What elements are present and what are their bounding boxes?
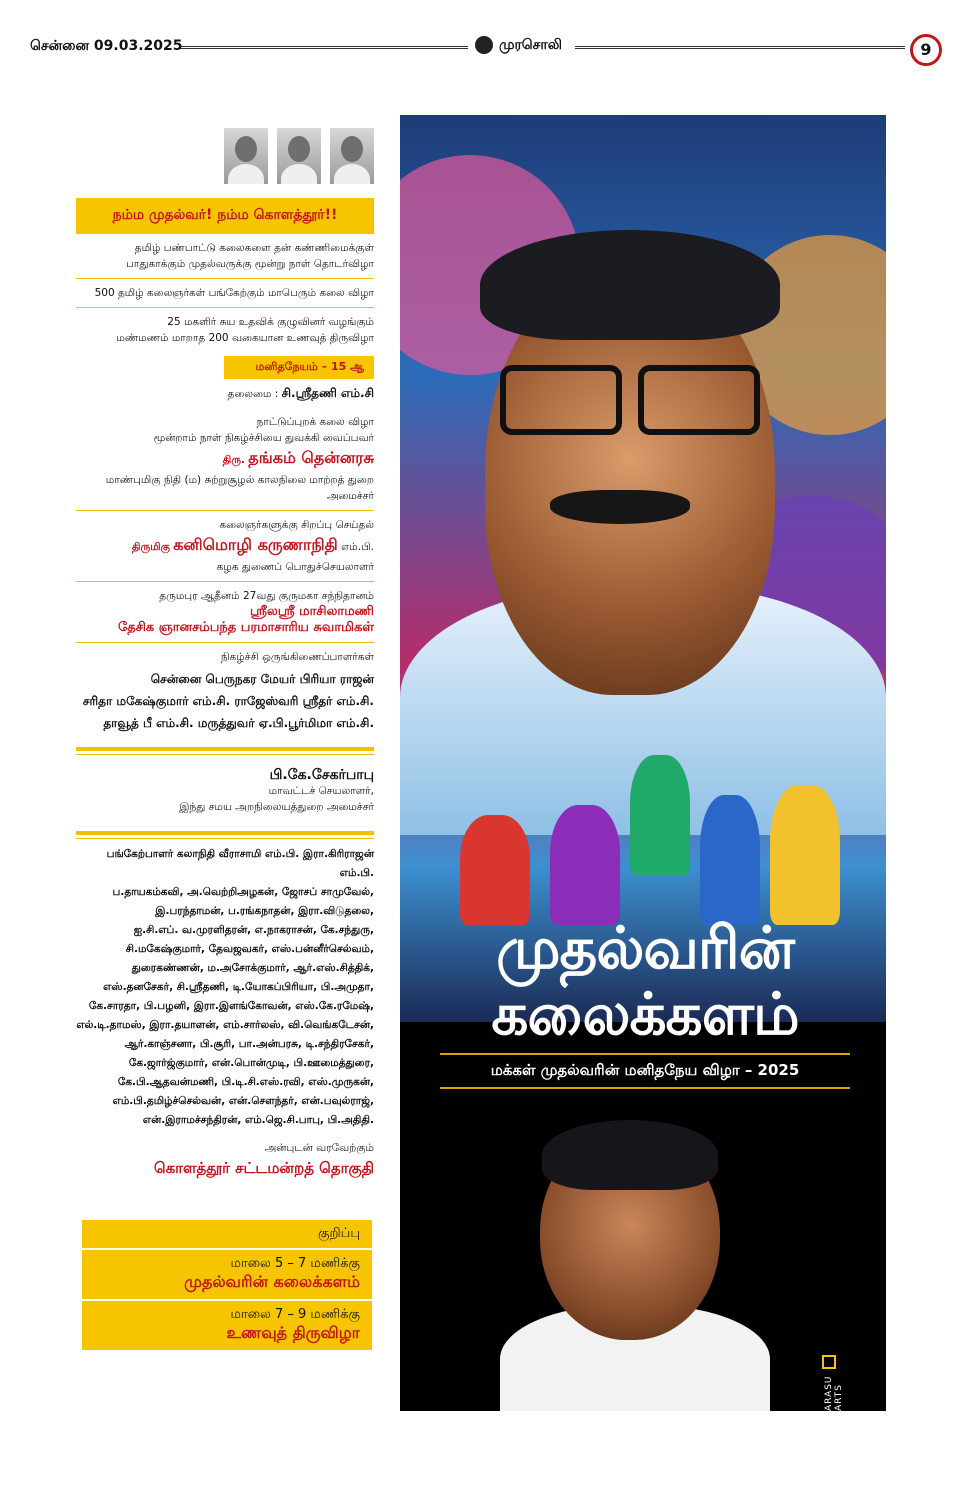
host-role-1: மாவட்டச் செயலாளர், bbox=[268, 785, 374, 797]
welcome-line: அன்புடன் வரவேற்கும் bbox=[264, 1142, 374, 1154]
masthead bbox=[30, 34, 942, 60]
honor-block bbox=[76, 511, 374, 582]
food-line-2: மண்மணம் மாறாத 200 வகையான உணவுத் திருவிழா bbox=[116, 332, 374, 344]
coordinators-label: நிகழ்ச்சி ஒருங்கிணைப்பாளர்கள் bbox=[220, 651, 374, 663]
host-role-2: இந்து சமய அறநிலையத்துறை அமைச்சர் bbox=[179, 801, 374, 813]
food-line-1: 25 மகளிர் சுய உதவிக் குழுவினர் வழங்கும் bbox=[167, 316, 374, 328]
poster-subtitle: மக்கள் முதல்வரின் மனிதநேய விழா – 2025 bbox=[490, 1061, 800, 1079]
coordinators-block bbox=[76, 643, 374, 737]
leader-hair bbox=[480, 230, 780, 340]
participants-line: எல்.டி.தாமஸ், இரா.தயாளன், எம்.சார்லஸ், வி.வெங்கடேசன், bbox=[76, 1019, 374, 1031]
inaugurator-block bbox=[76, 408, 374, 511]
poster-title-line-2: கலைக்களம் bbox=[491, 980, 799, 1048]
participants-line: சி.மகேஷ்குமார், தேவஜவகர், எஸ்.பன்னீர்செல்வம், bbox=[125, 943, 374, 955]
participants-line: கே.சாரதா, பி.பழனி, இரா.இளங்கோவன், எஸ்.கே.ரமேஷ், bbox=[88, 1000, 374, 1012]
guest2-suffix: எம்.பி. bbox=[341, 541, 374, 553]
masthead-rule-left bbox=[180, 46, 468, 49]
coordinators-line-2: சரிதா மகேஷ்குமார் எம்.சி. ராஜேஸ்வரி ஸ்ரீதர் எம்.சி. bbox=[82, 694, 374, 708]
participants-line: பங்கேற்பாளர் கலாநிதி வீராசாமி எம்.பி. இரா.கிரிராஜன் எம்.பி. bbox=[106, 848, 374, 879]
portrait-leader-1 bbox=[224, 128, 268, 184]
notice-heading: குறிப்பு bbox=[317, 1226, 360, 1241]
blessing-block bbox=[76, 582, 374, 643]
coordinators-line-1: சென்னை பெருநகர மேயர் பிரியா ராஜன் bbox=[150, 672, 374, 686]
section-divider bbox=[76, 747, 374, 755]
poster-title-line-1: முதல்வரின் bbox=[496, 914, 794, 982]
chair-name: சி.ஸ்ரீதணி எம்.சி bbox=[281, 386, 374, 400]
rising-sun-emblem-icon bbox=[475, 36, 493, 54]
constituency-name: கொளத்தூர் சட்டமன்றத் தொகுதி bbox=[153, 1159, 374, 1177]
slot-1-time: மாலை 5 – 7 மணிக்கு bbox=[230, 1256, 360, 1271]
participants-line: எஸ்.தனசேகர், சி.ஸ்ரீதணி, டி.யோகப்பிரியா, பி.அமுதா, bbox=[103, 981, 374, 993]
newspaper-name bbox=[475, 36, 562, 55]
guest2-role: கழக துணைப் பொதுச்செயலாளர் bbox=[216, 561, 374, 573]
slot-2-event: உணவுத் திருவிழா bbox=[226, 1323, 360, 1342]
issue-date: சென்னை 09.03.2025 bbox=[30, 38, 183, 54]
participants-line: கே.ஜார்ஜ்குமார், என்.பொன்முடி, பி.ஊமைத்துரை, bbox=[128, 1057, 374, 1069]
schedule-notice bbox=[82, 1220, 372, 1350]
portrait-leader-2 bbox=[277, 128, 321, 184]
guest1-role: மாண்புமிகு நிதி (ம) சுற்றுசூழல் காலநிலை மாற்றத் துறை அமைச்சர் bbox=[105, 474, 374, 502]
spectacles-icon bbox=[500, 365, 760, 425]
swami-name-line-1: ஸ்ரீலஸ்ரீ மாசிலாமணி bbox=[250, 604, 374, 619]
participants-line: கே.பி.ஆதவன்மணி, பி.டி.சி.எஸ்.ரவி, எஸ்.முருகன், bbox=[117, 1076, 374, 1088]
page-number: 9 bbox=[910, 34, 942, 66]
intro-block bbox=[76, 234, 374, 279]
artists-block bbox=[76, 279, 374, 308]
food-block bbox=[76, 308, 374, 352]
deputy-hair bbox=[542, 1120, 718, 1190]
intro-line-2: பாதுகாக்கும் முதல்வருக்கு மூன்று நாள் தொடர்விழா bbox=[126, 258, 374, 270]
participants-line: எம்.பி.தமிழ்ச்செல்வன், என்.சௌந்தர், என்.பவுல்ராஜ், bbox=[112, 1095, 374, 1107]
participants-line: துரைகண்ணன், ம.அசோக்குமார், ஆர்.எஸ்.சித்திக், bbox=[131, 962, 374, 974]
participants-line: இ.பரந்தாமன், ப.ரங்கநாதன், இரா.விடுதலை, bbox=[155, 905, 374, 917]
participants-line: ஆர்.காஞ்சனா, பி.சூரி, பா.அன்பரசு, டி.சந்திரசேகர், bbox=[124, 1038, 374, 1050]
folk-festival-line: நாட்டுப்புறக் கலை விழா bbox=[256, 416, 374, 428]
coordinators-line-3: தாவூத் பீ எம்.சி. மருத்துவர் ஏ.பி.பூர்மிமா எம்.சி. bbox=[103, 716, 374, 730]
leader-portraits bbox=[76, 128, 374, 184]
humanity-tagline: மனிதநேயம் – 15 ஆ bbox=[224, 356, 374, 379]
participants-line: ப.தாயகம்கவி, அ.வெற்றிஅழகன், ஜோசப் சாமுவேல், bbox=[112, 886, 374, 898]
title-divider bbox=[440, 1053, 850, 1055]
participants-line: என்.இராமச்சந்திரன், எம்.ஜெ.சி.பாபு, பி.அதிதி. bbox=[142, 1114, 374, 1126]
poster-title bbox=[430, 915, 860, 1095]
newspaper-title: முரசொலி bbox=[499, 37, 562, 53]
guest2-name: கனிமொழி கருணாநிதி bbox=[173, 535, 338, 554]
inaugurator-label: மூன்றாம் நாள் நிகழ்ச்சியை துவக்கி வைப்பவர் bbox=[153, 432, 374, 444]
guest1-prefix: திரு. bbox=[222, 454, 245, 466]
folk-artists-silhouettes bbox=[440, 755, 860, 925]
swami-name-line-2: தேசிக ஞானசம்பந்த பரமாசாரிய சுவாமிகள் bbox=[118, 620, 374, 635]
participants-list bbox=[76, 845, 374, 1130]
headline-banner: நம்ம முதல்வர்! நம்ம கொளத்தூர்!! bbox=[76, 198, 374, 234]
slot-2-time: மாலை 7 – 9 மணிக்கு bbox=[230, 1307, 360, 1322]
subtitle-divider bbox=[440, 1087, 850, 1089]
slot-1 bbox=[82, 1248, 372, 1299]
event-details-column bbox=[76, 128, 374, 1182]
guest1-name: தங்கம் தென்னரசு bbox=[248, 448, 374, 467]
chair-block bbox=[76, 379, 374, 408]
welcome-block bbox=[76, 1134, 374, 1182]
artists-line: 500 தமிழ் கலைஞர்கள் பங்கேற்கும் மாபெரும் கலை விழா bbox=[94, 287, 374, 299]
adheenam-line: தருமபுர ஆதீனம் 27வது குருமகா சந்நிதானம் bbox=[159, 590, 374, 602]
honor-label: கலைஞர்களுக்கு சிறப்பு செய்தல் bbox=[219, 519, 374, 531]
chair-label: தலைமை : bbox=[227, 388, 279, 400]
leader-moustache bbox=[550, 490, 690, 524]
poster-artwork bbox=[400, 115, 886, 1411]
host-name: பி.கே.சேகர்பாபு bbox=[269, 767, 374, 783]
intro-line-1: தமிழ் பண்பாட்டு கலைகளை தன் கண்ணிமைக்குள் bbox=[134, 242, 374, 254]
masthead-rule-right bbox=[575, 46, 905, 49]
section-divider-2 bbox=[76, 831, 374, 839]
slot-2 bbox=[82, 1299, 372, 1350]
guest2-prefix: திருமிகு bbox=[131, 541, 170, 553]
slot-1-event: முதல்வரின் கலைக்களம் bbox=[184, 1272, 360, 1291]
participants-line: ஐ.சி.எப். வ.முரளிதரன், எ.நாகராசன், கே.சந்துரு, bbox=[133, 924, 374, 936]
artist-credit: ARASU ARTS bbox=[824, 1375, 844, 1411]
host-block bbox=[76, 761, 374, 821]
portrait-leader-3 bbox=[330, 128, 374, 184]
